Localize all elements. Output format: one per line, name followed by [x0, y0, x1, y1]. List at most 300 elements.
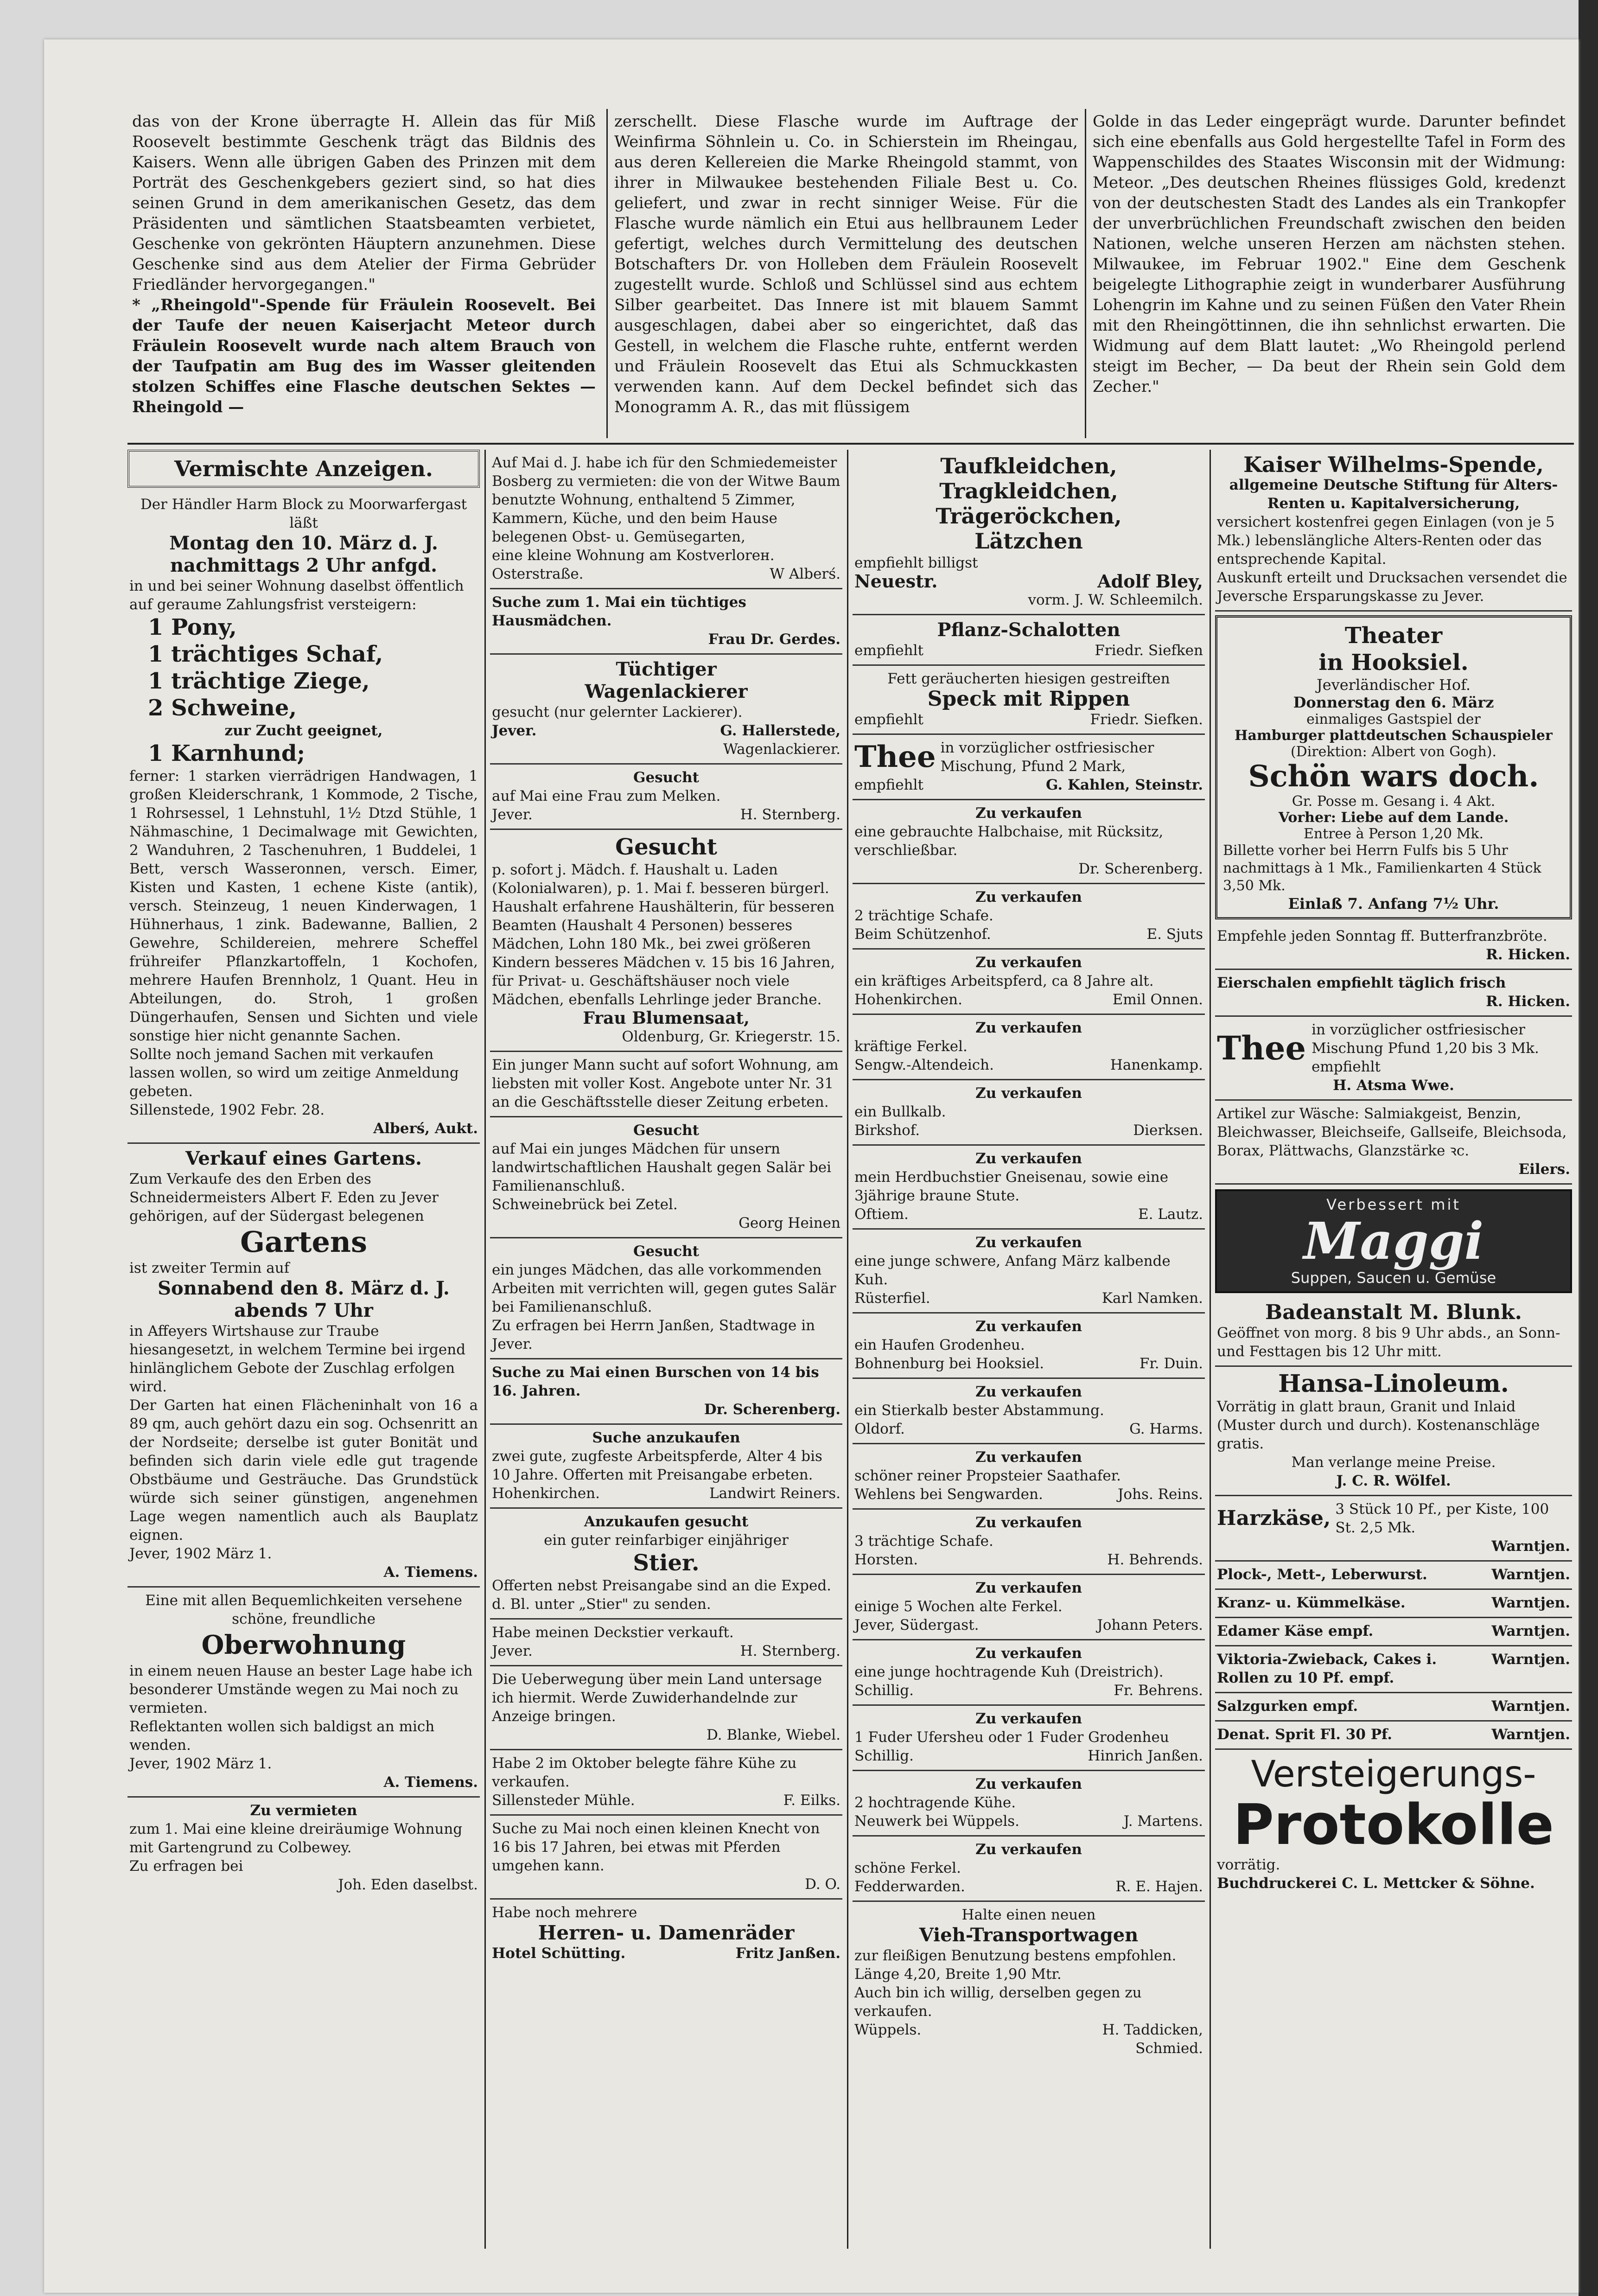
for-sale-ad: [853, 950, 1205, 1015]
ad-headline: Speck mit Rippen: [927, 687, 1130, 711]
ad-headline: Gesucht: [633, 769, 699, 786]
ad-text: (Direktion: Albert von Gogh).: [1290, 744, 1497, 760]
ad-headline: Lätzchen: [974, 529, 1083, 554]
ad-text: Zu erfragen bei Herrn Janßen, Stadtwage in Jever.: [492, 1317, 815, 1352]
grocery-ad: [1215, 1618, 1572, 1646]
ad-place: Hohenkirchen.: [854, 991, 962, 1008]
ad-signature: Johann Peters.: [1097, 1617, 1203, 1633]
ad-signature: Warntjen.: [1491, 1623, 1570, 1639]
ad-text: eine kleine Wohnung am Kostverlorен.: [492, 547, 775, 564]
tea-ad: [853, 735, 1205, 800]
ad-text: ein Haufen Grodenheu.: [854, 1337, 1025, 1353]
ad-place: Birkshof.: [854, 1122, 920, 1139]
ad-text: Fett geräucherten hiesigen gestreiften: [887, 670, 1170, 687]
column-divider: [606, 109, 608, 438]
ad-text: empfiehlt: [854, 777, 923, 793]
ad-text: Vorher: Liebe auf dem Lande.: [1278, 810, 1509, 826]
ad-headline: Trägeröckchen,: [936, 504, 1122, 529]
ad-headline: Zu verkaufen: [975, 1776, 1082, 1792]
ad-headline: Protokolle: [1233, 1793, 1554, 1857]
ad-text: in und bei seiner Wohnung daselbst öffentlich auf geraume Zahlungsfrist versteigern:: [129, 578, 464, 613]
ad-text: 2 hochtragende Kühe.: [854, 1794, 1016, 1811]
ad-text: Der Garten hat einen Flächeninhalt von 16 a 89 qm, auch gehört dazu ein sog. Ochsenritt an der Nordseite; derselbe ist guter Bonität und befinden sich darin viele edle gut tragende Obstbäume und Gesträuche. Das Grundstück würde sich seiner günstigen, angenehmen Lage wegen namentlich auch als Bauplatz eignen.: [129, 1397, 478, 1543]
ad-text: schöner reiner Propsteier Saathafer.: [854, 1467, 1121, 1484]
for-sale-ad: [853, 1837, 1205, 1902]
ad-signature: Warntjen.: [1491, 1726, 1570, 1743]
wanted-ad: [490, 655, 842, 765]
ad-text: empfiehlt: [854, 711, 923, 728]
ad-place: Oldenburg, Gr. Kriegerstr. 15.: [622, 1028, 840, 1045]
ad-signature: Adolf Bley,: [1097, 571, 1203, 592]
ad-signature: J. C. R. Wölfel.: [1336, 1473, 1451, 1489]
ad-headline: Zu verkaufen: [975, 1150, 1082, 1167]
ad-text: Kranz- u. Kümmelkäse.: [1217, 1594, 1406, 1611]
article-text: das von der Krone überragte H. Allein das für Miß Roosevelt bestimmte Geschenk trägt das Bildnis des Kaisers. Wenn alle übrigen Gaben des Prinzen mit dem Porträt des Geschenkgebers geziert sind, so hat dies seinen Grund in dem amerikanischen Gesetz, das dem Präsidenten und sämtlichen Staatsbeamten verbietet, Geschenke von gekrönten Häuptern anzunehmen. Diese Geschenke sind aus dem Atelier der Firma Gebrüder Friedländer hervorgegangen.": [132, 112, 596, 294]
ad-headline: Gartens: [240, 1225, 367, 1259]
ad-signature: H. Taddicken,: [1102, 2022, 1203, 2038]
ad-signature: Dr. Scherenberg.: [1078, 861, 1203, 877]
ad-text: zur Zucht geeignet,: [224, 722, 383, 739]
ad-text: zwei gute, zugfeste Arbeitspferde, Alter 4 bis 10 Jahre. Offerten mit Preisangabe erbeten.: [492, 1448, 822, 1483]
column-divider: [847, 450, 848, 2249]
article-column-1: [132, 111, 596, 436]
ad-text: ein guter reinfarbiger einjähriger: [544, 1532, 789, 1549]
for-sale-ad: [853, 1015, 1205, 1080]
ad-text: Geöffnet von morg. 8 bis 9 Uhr abds., an Sonn- und Festtagen bis 12 Uhr mitt.: [1217, 1325, 1560, 1360]
ad-place: Schillig.: [854, 1682, 914, 1699]
ad-signature: E. Sjuts: [1146, 926, 1203, 943]
ad-place: Osterstraße.: [492, 566, 584, 582]
article-column-3: [1093, 111, 1566, 436]
ad-signature: H. Sternberg.: [740, 1643, 840, 1659]
ad-item: 2 Schweine,: [148, 695, 297, 721]
for-sale-ad: [853, 1510, 1205, 1575]
ad-place: Sillensteder Mühle.: [492, 1792, 635, 1809]
for-sale-ad: [853, 1640, 1205, 1706]
play-title: Schön wars doch.: [1248, 759, 1539, 794]
ad-place: Jever.: [492, 1643, 533, 1659]
ad-signature: A. Tiemens.: [383, 1774, 478, 1791]
ad-signature: vorm. J. W. Schleemilch.: [1028, 592, 1203, 608]
ad-headline: Zu verkaufen: [975, 889, 1082, 906]
bathhouse-ad: [1215, 1298, 1572, 1367]
ad-place: Jever, Südergast.: [854, 1617, 979, 1633]
for-sale-ad: [853, 1314, 1205, 1379]
ad-text: Viktoria-Zwieback, Cakes i. Rollen zu 10 Pf. empf.: [1217, 1651, 1437, 1686]
ad-text: Verbessert mit: [1326, 1196, 1461, 1213]
ad-headline: Vieh-Transportwagen: [919, 1924, 1139, 1946]
rent-ad: [490, 450, 842, 589]
bicycle-ad: [490, 1900, 842, 1967]
ad-signature: R. Hicken.: [1486, 993, 1570, 1010]
ad-text: gesucht (nur gelernter Lackierer).: [492, 704, 743, 721]
ad-headline: Gesucht: [615, 834, 717, 860]
ad-text: Ein junger Mann sucht auf sofort Wohnung, am liebsten mit voller Kost. Angebote unter Nr. 31 an die Geschäftsstelle dieser Zeitung erbeten.: [492, 1057, 839, 1110]
ad-place: Jever.: [492, 806, 533, 823]
ad-item: 1 trächtiges Schaf,: [148, 641, 383, 667]
ad-headline: Stier.: [633, 1550, 700, 1576]
ad-item: 1 trächtige Ziege,: [148, 668, 370, 694]
ad-text: Sollte noch jemand Sachen mit verkaufen lassen wollen, so wird um zeitige Anmeldung gebeten.: [129, 1046, 459, 1100]
ad-headline: Zu verkaufen: [975, 1085, 1082, 1102]
ad-headline: Anzukaufen gesucht: [584, 1513, 749, 1530]
ad-headline: Hansa-Linoleum.: [1278, 1370, 1509, 1398]
ad-text: 3 trächtige Schafe.: [854, 1533, 993, 1550]
ad-signature: Warntjen.: [1491, 1538, 1570, 1555]
ad-headline: Zu verkaufen: [975, 805, 1082, 822]
ad-text: 2 trächtige Schafe.: [854, 907, 993, 924]
ad-text: Vorrätig in glatt braun, Granit und Inlaid (Muster durch und durch). Kostenanschläge gratis.: [1217, 1398, 1540, 1452]
ad-headline: Herren- u. Damenräder: [538, 1921, 795, 1944]
wanted-ad: [490, 1052, 842, 1117]
ad-signature: D. Blanke, Wiebel.: [707, 1727, 840, 1743]
ad-signature: A. Tiemens.: [383, 1564, 478, 1581]
wanted-ad: [490, 830, 842, 1052]
ad-text: Halte einen neuen: [961, 1907, 1096, 1923]
ad-headline: Zu verkaufen: [975, 1580, 1082, 1596]
ad-signature: Hinrich Janßen.: [1088, 1748, 1203, 1764]
ad-text: 3 Stück 10 Pf., per Kiste, 100 St. 2,5 Mk.: [1335, 1501, 1549, 1536]
ad-text: ein Stierkalb bester Abstammung.: [854, 1402, 1104, 1419]
ad-headline: Harzkäse,: [1217, 1506, 1331, 1530]
article-subhead-text: * „Rheingold"-Spende für Fräulein Roosevelt. Bei der Taufe der neuen Kaiserjacht Meteor durch Fräulein Roosevelt wurde nach altem Brauch von der Taufpatin am Bug des im Wasser gleitenden stolzen Schiffes eine Flasche deutschen Sektes — Rheingold —: [132, 296, 596, 416]
ad-signature: Karl Namken.: [1101, 1290, 1203, 1307]
page-edge: [1579, 0, 1598, 2296]
ads-column-c: [853, 450, 1205, 2258]
ad-text: 1 Fuder Ufersheu oder 1 Fuder Grodenheu: [854, 1729, 1169, 1746]
ad-signature: G. Hallerstede,: [720, 722, 840, 739]
ad-text: ein junges Mädchen, das alle vorkommenden Arbeiten mit verrichten will, gegen gutes Salär bei Familienanschluß.: [492, 1262, 836, 1315]
cheese-ad: [1215, 1496, 1572, 1562]
bakery-ad: [1215, 923, 1572, 970]
ad-signature: D. O.: [805, 1876, 840, 1893]
ad-signature: Hanenkamp.: [1110, 1057, 1203, 1073]
ad-headline: Gesucht: [633, 1243, 699, 1260]
ad-headline: Taufkleidchen,: [940, 453, 1117, 478]
ad-headline: Zu verkaufen: [975, 1841, 1082, 1858]
ad-place: Jever, 1902 März 1.: [129, 1755, 272, 1772]
ad-signature: Dierksen.: [1133, 1122, 1203, 1139]
ad-place: Beim Schützenhof.: [854, 926, 991, 943]
newspaper-page: [44, 39, 1579, 2293]
ad-text: Edamer Käse empf.: [1217, 1623, 1374, 1639]
ad-headline: Pflanz-Schalotten: [937, 619, 1121, 641]
ad-text: einige 5 Wochen alte Ferkel.: [854, 1598, 1063, 1615]
ad-headline: in Hooksiel.: [1318, 650, 1469, 676]
garden-sale-ad: [127, 1144, 480, 1588]
ad-signature: Fritz Janßen.: [735, 1945, 840, 1962]
ad-headline: Zu verkaufen: [975, 1514, 1082, 1531]
ad-text: ist zweiter Termin auf: [129, 1260, 290, 1276]
for-sale-ad: [853, 1706, 1205, 1771]
protocols-ad: [1215, 1750, 1572, 1897]
article-text: zerschellt. Diese Flasche wurde im Auftrage der Weinfirma Söhnlein u. Co. in Schierstein im Rheingau, aus deren Kellereien die Marke Rheingold stammt, von ihrer in Milwaukee bestehenden Filiale Best u. Co. geliefert, und zwar in recht sinniger Weise. Für die Flasche wurde nämlich ein Etui aus hellbraunem Leder gefertigt, welches durch Vermittelung des deutschen Botschafters Dr. von Holleben dem Fräulein Roosevelt zugestellt wurde. Schloß und Schlüssel sind aus echtem Silber gearbeitet. Das Innere ist mit blauem Sammt ausgeschlagen, dabei aber so eingerichtet, daß das Gestell, in welchem die Flasche ruhte, entfernt werden und Fräulein Roosevelt das Etui als Schmuckkasten verwenden kann. Auf dem Deckel befindet sich das Monogramm A. R., das mit flüssigem: [614, 112, 1078, 416]
ad-subhead: allgemeine Deutsche Stiftung für Alters-Renten u. Kapitalversicherung,: [1229, 477, 1558, 512]
ad-headline: Gesucht: [633, 1122, 699, 1139]
ad-headline: Versteigerungs-: [1251, 1754, 1536, 1795]
grocery-ads: [1215, 1562, 1572, 1750]
ads-column-a: [127, 450, 480, 2258]
ad-headline: Badeanstalt M. Blunk.: [1265, 1301, 1522, 1324]
ad-headline: Zu verkaufen: [975, 1234, 1082, 1251]
ad-text: schöne Ferkel.: [854, 1860, 961, 1876]
ad-headline: Zu verkaufen: [975, 1449, 1082, 1466]
bacon-ad: [853, 666, 1205, 735]
ad-text: auf Mai eine Frau zum Melken.: [492, 788, 721, 804]
ad-headline: Zu verkaufen: [975, 1020, 1082, 1036]
ad-text: ein Bullkalb.: [854, 1103, 946, 1120]
theater-ad: [1215, 615, 1572, 919]
ad-signature: Warntjen.: [1491, 1566, 1570, 1583]
ad-signature: Dr. Scherenberg.: [704, 1401, 840, 1418]
ad-text: Auch bin ich willig, derselben gegen zu verkaufen.: [854, 1984, 1142, 2020]
tea-ad: [1215, 1017, 1572, 1101]
ad-text: Suche zu Mai noch einen kleinen Knecht von 16 bis 17 Jahren, bei etwas mit Pferden umgehen kann.: [492, 1820, 820, 1874]
ad-text: Artikel zur Wäsche: Salmiakgeist, Benzin, Bleichwasser, Bleichseife, Gallseife, Bleichsoda, Borax, Plättwachs, Glanzstärke ꝛc.: [1217, 1105, 1567, 1159]
ad-place: Schweinebrück bei Zetel.: [492, 1196, 678, 1213]
column-divider: [1210, 450, 1211, 2249]
laundry-ad: [1215, 1101, 1572, 1185]
linoleum-ad: [1215, 1367, 1572, 1496]
column-divider: [484, 450, 486, 2249]
ad-headline: Zu verkaufen: [975, 1645, 1082, 1662]
ad-text: kräftige Ferkel.: [854, 1038, 968, 1055]
ad-place: Wüppels.: [854, 2022, 922, 2038]
ad-signature: R. Hicken.: [1486, 946, 1570, 963]
wanted-ad: [490, 765, 842, 830]
ad-text: ein kräftiges Arbeitspferd, ca 8 Jahre alt.: [854, 973, 1154, 989]
for-sale-ad: [853, 884, 1205, 950]
ad-signature: Buchdruckerei C. L. Mettcker & Söhne.: [1217, 1875, 1535, 1892]
ad-headline: Verkauf eines Gartens.: [185, 1148, 422, 1169]
ad-item: 1 Pony,: [148, 614, 237, 640]
ad-headline: Zu vermieten: [250, 1802, 357, 1819]
grocery-ad: [1215, 1590, 1572, 1618]
ad-place: Oftiem.: [854, 1206, 909, 1223]
ad-text: in vorzüglicher ostfriesischer Mischung, Pfund 2 Mark,: [940, 740, 1154, 775]
ad-text: Denat. Sprit Fl. 30 Pf.: [1217, 1726, 1393, 1743]
ad-signature: Johs. Reins.: [1117, 1486, 1203, 1503]
clothing-ad: [853, 450, 1205, 615]
ad-text: Gr. Posse m. Gesang i. 4 Akt.: [1292, 793, 1496, 810]
wanted-ad: [490, 589, 842, 655]
wanted-ad: [490, 1425, 842, 1509]
ad-place: Rüsterfiel.: [854, 1290, 930, 1307]
ad-text: zum 1. Mai eine kleine dreiräumige Wohnung mit Gartengrund zu Colbewey.: [129, 1821, 463, 1856]
ad-place: Hohenkirchen.: [492, 1485, 600, 1502]
ad-signature: F. Eilks.: [783, 1792, 840, 1809]
ad-signature: Warntjen.: [1491, 1594, 1570, 1611]
ad-text: eine junge schwere, Anfang März kalbende Kuh.: [854, 1253, 1171, 1288]
ad-signature: E. Lautz.: [1138, 1206, 1203, 1223]
for-sale-list: [853, 800, 1205, 1902]
ad-text: Offerten nebst Preisangabe sind an die Exped. d. Bl. unter „Stier" zu senden.: [492, 1577, 832, 1613]
ad-signature: G. Kahlen, Steinstr.: [1046, 777, 1203, 793]
ad-signature: Wagenlackierer.: [723, 741, 840, 758]
ad-headline: Theater: [1344, 623, 1443, 649]
ad-text: empfiehlt billigst: [854, 555, 978, 571]
ad-headline: Zu verkaufen: [975, 1710, 1082, 1727]
ad-signature: Friedr. Siefken.: [1090, 711, 1203, 728]
ad-signature: Emil Onnen.: [1112, 991, 1203, 1008]
eggshell-ad: [1215, 970, 1572, 1017]
ad-signature: H. Atsma Wwe.: [1333, 1077, 1454, 1094]
apartment-ad: [127, 1588, 480, 1798]
ad-signature: W Alberś.: [770, 566, 840, 582]
ad-text: p. sofort j. Mädch. f. Haushalt u. Laden (Kolonialwaren), p. 1. Mai f. besseren bürgerl. Haushalt erfahrene Haushälterin, für besseren Beamten (Haushalt 4 Personen) besseres Mädchen, Lohn 180 Mk., bei zwei größeren Kindern besseres Mädchen v. 15 bis 16 Jahren, für Privat- u. Geschäftshäuser noch viele Mädchen, ebenfalls Lehrlinge jeder Branche.: [492, 861, 835, 1008]
for-sale-ad: [853, 1230, 1205, 1314]
ad-headline: Thee: [1217, 1029, 1306, 1067]
for-sale-ad: [853, 1444, 1205, 1510]
ads-column-b: [490, 450, 842, 2258]
wanted-ad: [490, 1238, 842, 1359]
ad-signature: Joh. Eden daselbst.: [338, 1876, 478, 1893]
ad-headline: Wagenlackierer: [585, 681, 748, 702]
ad-text: Der Händler Harm Block zu Moorwarfergast läßt: [140, 496, 467, 531]
ad-text: Die Ueberwegung über mein Land untersage ich hiermit. Werde Zuwiderhandelnde zur Anzeige bringen.: [492, 1671, 822, 1725]
ad-signature: Georg Heinen: [739, 1215, 840, 1231]
ad-text: versichert kostenfrei gegen Einlagen (von je 5 Mk.) lebenslängliche Alters-Renten oder das entsprechende Kapital.: [1217, 514, 1555, 568]
ad-headline: Zu verkaufen: [975, 954, 1082, 971]
ad-place: Schillig.: [854, 1748, 914, 1764]
ad-item: 1 Karnhund;: [148, 740, 306, 766]
ad-signature: Warntjen.: [1491, 1651, 1570, 1668]
ad-text: Suppen, Saucen u. Gemüse: [1291, 1269, 1496, 1287]
ad-text: Empfehle jeden Sonntag ff. Butterfranzbröte.: [1217, 928, 1547, 944]
ad-text: Salzgurken empf.: [1217, 1698, 1358, 1715]
rent-ad: [127, 1798, 480, 1899]
ad-text: Auf Mai d. J. habe ich für den Schmiedemeister Bosberg zu vermieten: die von der Witwe Baum benutzte Wohnung, enthaltend 5 Zimmer, Kammern, Küche, und den beim Hause belegenen Obst- u. Gemüsegarten,: [492, 454, 840, 545]
column-divider: [1085, 109, 1086, 438]
ad-place: Sillenstede, 1902 Febr. 28.: [129, 1102, 325, 1118]
ad-headline: Tüchtiger: [616, 658, 717, 680]
ad-headline: Thee: [854, 740, 936, 774]
ad-headline: Zu verkaufen: [975, 1384, 1082, 1400]
ad-signature: Fr. Behrens.: [1114, 1682, 1203, 1699]
ad-date: Sonnabend den 8. März d. J. abends 7 Uhr: [158, 1277, 450, 1321]
grocery-ad: [1215, 1562, 1572, 1590]
ad-signature: R. E. Hajen.: [1115, 1878, 1203, 1895]
ad-text: Habe noch mehrere: [492, 1904, 637, 1921]
ad-text: empfiehlt: [854, 642, 923, 659]
ad-signature: Landwirt Reiners.: [709, 1485, 840, 1502]
wanted-ad: [490, 1509, 842, 1620]
ad-text: Einlaß 7. Anfang 7½ Uhr.: [1288, 895, 1499, 912]
ad-text: Auskunft erteilt und Drucksachen versendet die Jeversche Ersparungskasse zu Jever.: [1217, 569, 1567, 605]
wanted-ad: [490, 1816, 842, 1900]
ad-signature: H. Sternberg.: [740, 806, 840, 823]
ad-headline: Oberwohnung: [201, 1630, 406, 1660]
ad-text: Suche zum 1. Mai ein tüchtiges Hausmädchen.: [492, 594, 746, 629]
ad-place: Oldorf.: [854, 1421, 905, 1437]
article-column-2: [614, 111, 1078, 436]
ad-text: Zum Verkaufe des den Erben des Schneidermeisters Albert F. Eden zu Jever gehörigen, auf der Südergast belegenen: [129, 1171, 439, 1225]
ad-signature: Frau Blumensaat,: [583, 1008, 750, 1028]
shallot-ad: [853, 615, 1205, 666]
ad-text: mein Herdbuchstier Gneisenau, sowie eine 3jährige braune Stute.: [854, 1169, 1169, 1204]
ads-column-d: [1215, 450, 1572, 2258]
ad-place: Fedderwarden.: [854, 1878, 965, 1895]
grocery-ad: [1215, 1722, 1572, 1750]
ad-signature: G. Harms.: [1129, 1421, 1203, 1437]
ad-text: Zu erfragen bei: [129, 1858, 243, 1875]
notice-ad: [490, 1666, 842, 1750]
ad-text: auf Mai ein junges Mädchen für unsern landwirtschaftlichen Haushalt gegen Salär bei Familienanschluß.: [492, 1141, 832, 1194]
grocery-ad: [1215, 1693, 1572, 1722]
article-text: Golde in das Leder eingeprägt wurde. Darunter befindet sich eine ebenfalls aus Gold hergestellte Tafel in Form des Wappenschildes des Staates Wisconsin mit der Widmung: Meteor. „Des deutschen Rheines flüssiges Gold, kredenzt von der deutschesten Stadt des Landes als ein Trankopfer der unverbrüchlichen Freundschaft zwischen den beiden Nationen, welche unseren Herzen am nächsten stehen. Milwaukee, im Februar 1902." Eine dem Geschenk beigelegte Lithographie zeigt in wunderbarer Ausführung Lohengrin im Kahne und zu seinen Füßen den Vater Rhein mit den Rheingöttinnen, die ihn sehnlichst erwarten. Die Widmung auf dem Blatt lautet: „Wo Rheingold perlend steigt im Becher, — Da beut der Rhein sein Gold dem Zecher.": [1093, 112, 1566, 396]
wagon-ad: [853, 1902, 1205, 2062]
ad-signature: Schmied.: [1135, 2040, 1203, 2057]
ad-text: zur fleißigen Benutzung bestens empfohlen. Länge 4,20, Breite 1,90 Mtr.: [854, 1947, 1177, 1983]
ad-text: in einem neuen Hause an bester Lage habe ich besonderer Umstände wegen zu Mai noch zu vermieten.: [129, 1663, 473, 1716]
ad-headline: Kaiser Wilhelms-Spende,: [1243, 452, 1544, 477]
ad-date: Montag den 10. März d. J. nachmittags 2 Uhr anfgd.: [169, 532, 438, 576]
ad-place: Hotel Schütting.: [492, 1945, 626, 1962]
ad-signature: Frau Dr. Gerdes.: [708, 631, 840, 648]
ad-text: ferner: 1 starken vierrädrigen Handwagen, 1 großen Kleiderschrank, 1 Kommode, 2 Tische, 1 Rohrsessel, 1 Lehnstuhl, 1½ Dtzd Stühle, 1 Nähmaschine, 1 Decimalwage mit Gewichten, 2 Wanduhren, 2 Taschenuhren, 1 Buddelei, 1 Bett, versch Wasseronnen, versch. Eimer, Kisten und Kasten, 1 echene Kiste (antik), versch. Steinzeug, 1 neuen Kinderwagen, 1 Hühnerhaus, 1 zink. Badewanne, Ballien, 2 Gewehre, Schildereien, mehrere Scheffel frühreifer Pflanzkartoffeln, 1 Kochofen, mehrere Haufen Brennholz, 1 Quant. Heu in Abteilungen, do. Stroh, 1 großen Düngerhaufen, Sensen und Sichten und viele sonstige hier nicht genannte Sachen.: [129, 768, 478, 1044]
for-sale-ad: [853, 1379, 1205, 1444]
ad-text: Plock-, Mett-, Leberwurst.: [1217, 1566, 1427, 1583]
section-header: Vermischte Anzeigen.: [127, 450, 480, 488]
ad-place: Jever.: [492, 722, 537, 739]
ad-place: Bohnenburg bei Hooksiel.: [854, 1355, 1044, 1372]
ad-text: Habe 2 im Oktober belegte fähre Kühe zu verkaufen.: [492, 1755, 797, 1790]
ad-signature: Friedr. Siefken: [1095, 642, 1203, 659]
ad-text: Jeverländischer Hof.: [1316, 676, 1471, 694]
ad-signature: Fr. Duin.: [1139, 1355, 1203, 1372]
maggi-ad: [1215, 1189, 1572, 1293]
for-sale-ad: [853, 1771, 1205, 1837]
ad-text: Man verlange meine Preise.: [1291, 1454, 1496, 1471]
ad-place: Sengw.-Altendeich.: [854, 1057, 994, 1073]
ad-date: Donnerstag den 6. März: [1293, 694, 1494, 711]
ad-signature: J. Martens.: [1123, 1813, 1203, 1830]
ad-place: Jever, 1902 März 1.: [129, 1545, 272, 1562]
ad-text: eine junge hochtragende Kuh (Dreistrich).: [854, 1664, 1164, 1680]
ad-text: Reflektanten wollen sich baldigst an mich wenden.: [129, 1718, 435, 1754]
ad-signature: Eilers.: [1518, 1161, 1570, 1178]
wanted-ad: [490, 1359, 842, 1425]
grocery-ad: [1215, 1646, 1572, 1693]
ad-place: Wehlens bei Sengwarden.: [854, 1486, 1043, 1503]
ad-text: in Affeyers Wirtshause zur Traube hiesangesetzt, in welchem Termine bei irgend hinlänglichem Gebote der Zuschlag erfolgen wird.: [129, 1323, 466, 1395]
sale-ad: [490, 1750, 842, 1816]
for-sale-ad: [853, 1575, 1205, 1640]
ad-text: in vorzüglicher ostfriesischer Mischung Pfund 1,20 bis 3 Mk. empfiehlt: [1312, 1021, 1539, 1075]
for-sale-ad: [853, 1146, 1205, 1230]
ad-place: Neuestr.: [854, 571, 938, 592]
ad-text: Hamburger plattdeutschen Schauspieler: [1235, 727, 1553, 744]
ad-headline: Suche anzukaufen: [592, 1429, 740, 1446]
ad-text: Eierschalen empfiehlt täglich frisch: [1217, 975, 1506, 991]
ad-signature: Alberś, Aukt.: [373, 1120, 478, 1137]
notice-ad: [490, 1620, 842, 1666]
ad-signature: Warntjen.: [1491, 1698, 1570, 1715]
ad-text: Habe meinen Deckstier verkauft.: [492, 1624, 734, 1641]
for-sale-ad: [853, 1080, 1205, 1146]
for-sale-ad: [853, 800, 1205, 884]
ad-text: Suche zu Mai einen Burschen von 14 bis 16. Jahren.: [492, 1364, 819, 1399]
ad-text: einmaliges Gastspiel der: [1306, 711, 1481, 727]
ad-text: Entree à Person 1,20 Mk.: [1303, 826, 1484, 842]
pension-ad: [1215, 450, 1572, 612]
ad-text: eine gebrauchte Halbchaise, mit Rücksitz, verschließbar.: [854, 823, 1164, 859]
ad-headline: Tragkleidchen,: [939, 478, 1118, 504]
ad-signature: H. Behrends.: [1107, 1551, 1203, 1568]
ad-place: Neuwerk bei Wüppels.: [854, 1813, 1020, 1830]
auction-ad: [127, 491, 480, 1144]
ad-text: Eine mit allen Bequemlichkeiten versehene schöne, freundliche: [145, 1592, 462, 1627]
